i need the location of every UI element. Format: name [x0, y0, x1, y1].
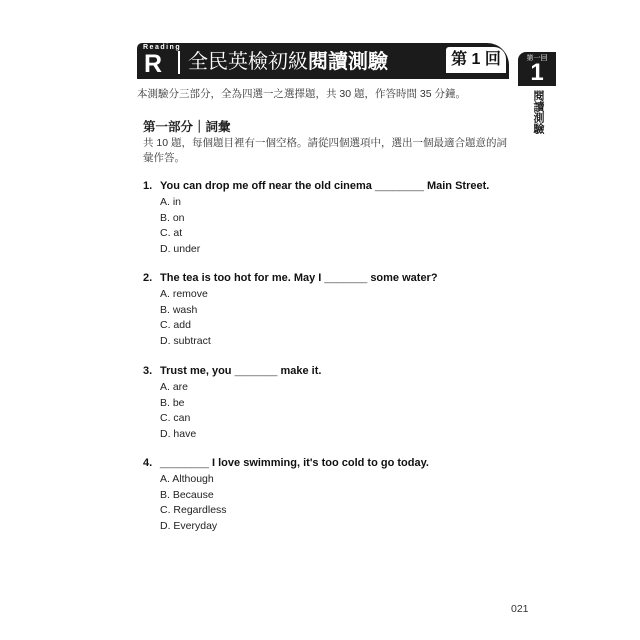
options-list [160, 380, 523, 443]
side-tab-number: 1 [530, 59, 544, 86]
option: A. are [160, 381, 189, 393]
options-list [160, 472, 523, 535]
option: D. under [160, 243, 201, 256]
question-2 [143, 271, 523, 350]
answer-blank: ________ [160, 457, 209, 469]
answer-blank: ________ [374, 180, 424, 192]
banner-divider [178, 51, 180, 74]
side-tab-label: 第一回 [526, 55, 548, 62]
option: B. wash [160, 303, 198, 316]
options-list [160, 287, 523, 350]
question-4 [143, 456, 523, 535]
question-1 [143, 179, 523, 258]
option: D. have [160, 428, 197, 441]
question-stem: 4. ________ I love swimming, it's too cold to go today. [143, 457, 429, 469]
option: D. subtract [160, 335, 211, 348]
question-number: 4. [143, 457, 153, 469]
page-number: 021 [511, 603, 529, 615]
part-title: 第一部分｜詞彙 [143, 120, 231, 134]
option: B. be [160, 396, 185, 409]
title-bold: 閱讀測驗 [308, 51, 388, 73]
option: C. Regardless [160, 504, 227, 517]
question-number: 2. [143, 272, 153, 284]
part-description: 共 10 題，每個題目裡有一個空格。請從四個選項中，選出一個最適合題意的詞彙作答。 [143, 137, 508, 164]
option: A. remove [160, 288, 208, 300]
title-plain: 全民英檢初級 [188, 51, 308, 73]
option: C. at [160, 227, 183, 240]
option: A. Although [160, 473, 214, 485]
question-number: 1. [143, 180, 153, 192]
round-label: 第 1 回 [451, 51, 501, 68]
options-list [160, 195, 523, 258]
question-3 [143, 364, 523, 443]
answer-blank: _______ [324, 272, 368, 284]
intro-text: 本測驗分三部分，全為四選一之選擇題，共 30 題，作答時間 35 分鐘。 [137, 88, 467, 100]
option: B. on [160, 211, 185, 224]
option: C. add [160, 319, 191, 332]
answer-blank: _______ [234, 365, 278, 377]
question-stem: 1. You can drop me off near the old cinema ________ Main Street. [143, 180, 490, 192]
question-stem: 3. Trust me, you _______ make it. [143, 365, 322, 377]
option: A. in [160, 196, 182, 208]
option: B. Because [160, 488, 214, 501]
question-number: 3. [143, 365, 153, 377]
question-stem: 2. The tea is too hot for me. May I _______ some water? [143, 272, 438, 284]
side-vertical-label: 閱讀測驗 [532, 90, 544, 134]
reading-letter: R [144, 50, 163, 78]
option: C. can [160, 412, 191, 425]
option: D. Everyday [160, 520, 218, 533]
reading-label: Reading [143, 44, 182, 51]
page-title [188, 49, 388, 75]
